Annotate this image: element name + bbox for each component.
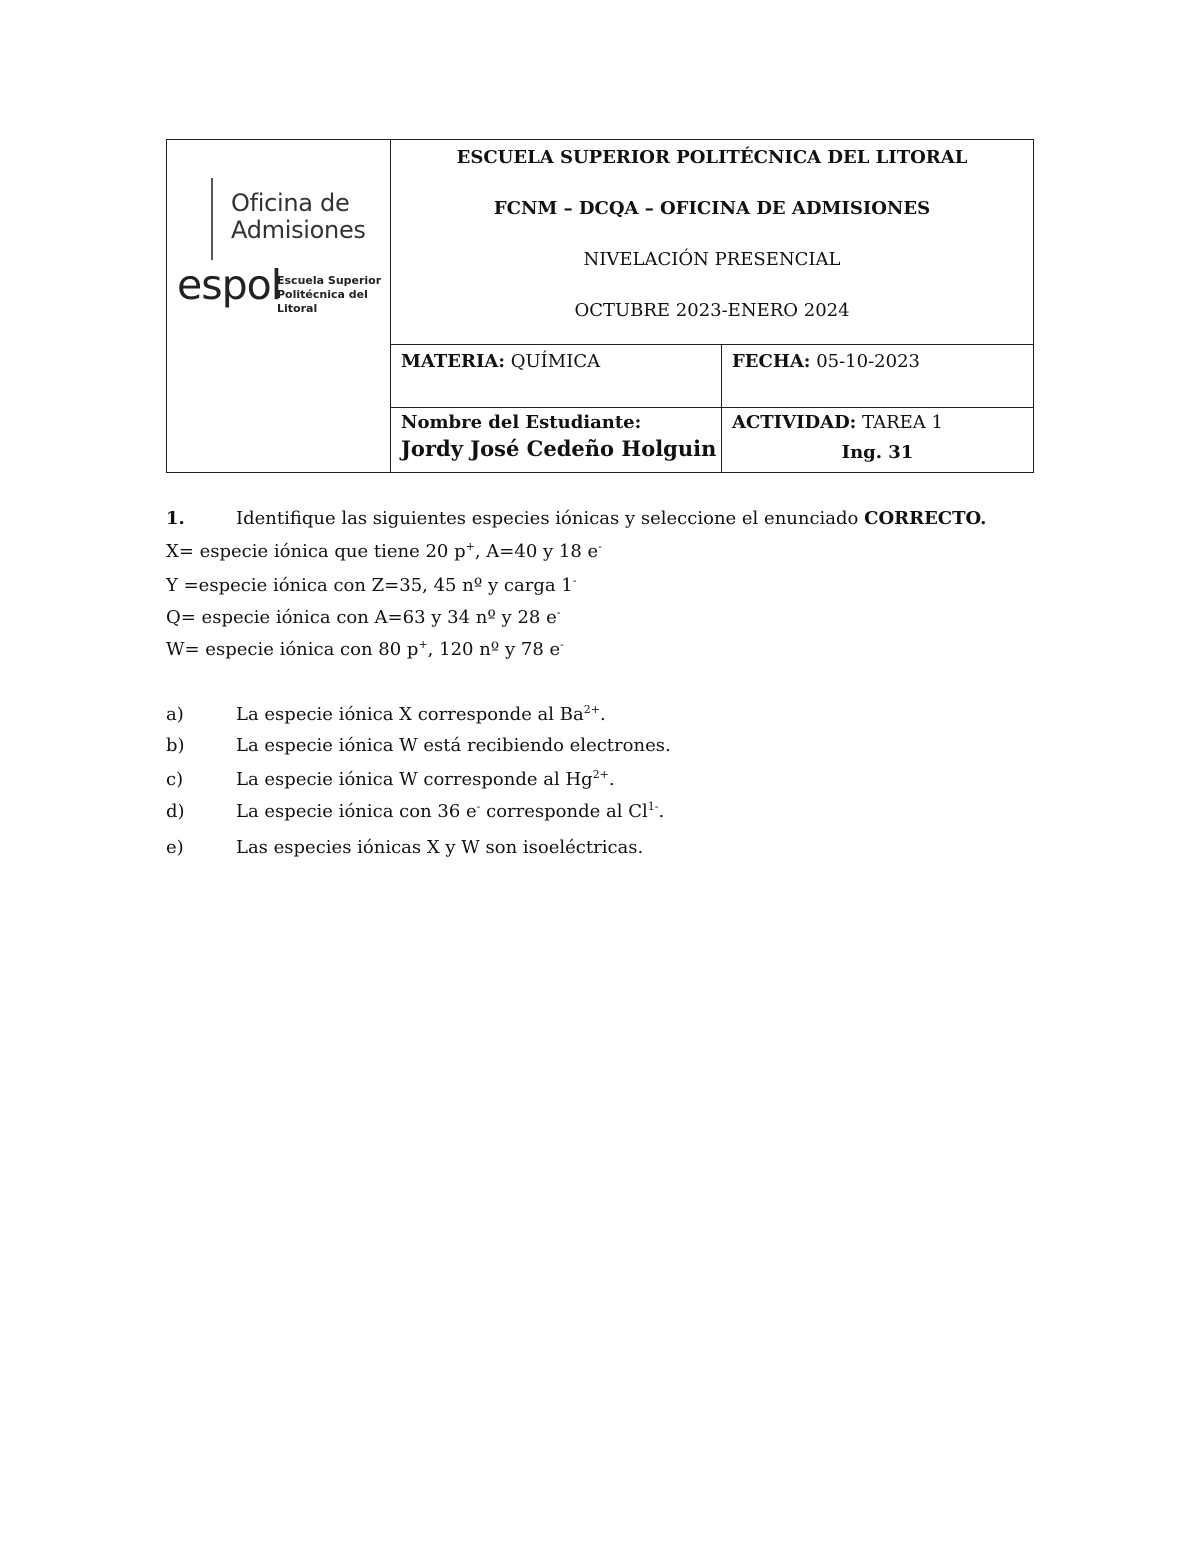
option-c-sup: 2+ [592, 768, 609, 781]
option-d-sup2: 1- [647, 800, 659, 813]
species-w-text2: , 120 nº y 78 e [427, 639, 561, 660]
logo-cell [167, 140, 391, 472]
species-x-sup2: - [598, 540, 602, 553]
office-logo-text [231, 190, 366, 244]
institution-info-cell [391, 140, 1033, 345]
group-label: Ing. 31 [841, 442, 914, 463]
office-logo-line1: Oficina de [231, 189, 350, 217]
program-name: NIVELACIÓN PRESENCIAL [583, 249, 841, 270]
subject-value: QUÍMICA [510, 351, 601, 372]
student-cell [391, 408, 722, 472]
option-b-text: La especie iónica W está recibiendo electrones. [236, 735, 671, 756]
option-a-sup: 2+ [583, 703, 600, 716]
species-w-text: W= especie iónica con 80 p [166, 639, 419, 660]
student-name: Jordy José Cedeño Holguin [401, 436, 717, 461]
option-a-text: La especie iónica X corresponde al Ba [236, 704, 584, 725]
student-label: Nombre del Estudiante: [401, 412, 642, 433]
option-c[interactable] [236, 769, 615, 791]
option-d-sup: - [476, 800, 481, 813]
espol-subtitle-line1: Escuela Superior [277, 274, 382, 287]
date-label: FECHA: [732, 351, 811, 372]
option-a-tail: . [599, 704, 606, 725]
subject-cell [391, 345, 722, 408]
date-value: 05-10-2023 [816, 351, 920, 372]
option-d-tail2: . [658, 801, 665, 822]
question-prompt [236, 508, 986, 530]
activity-label: ACTIVIDAD: [732, 412, 857, 433]
office-logo-line2: Admisiones [231, 216, 366, 244]
species-x-sup1: + [465, 540, 475, 553]
date-cell [722, 345, 1033, 408]
question-prompt-emphasis: CORRECTO. [864, 508, 987, 529]
option-a[interactable] [236, 704, 606, 726]
species-y-text: Y =especie iónica con Z=35, 45 nº y carga 1 [166, 575, 573, 596]
option-d-letter: d) [166, 801, 185, 822]
option-c-text: La especie iónica W corresponde al Hg [236, 769, 593, 790]
espol-logo: espol [177, 261, 282, 309]
species-q-sup: - [556, 606, 561, 619]
species-x-text: X= especie iónica que tiene 20 p [166, 541, 466, 562]
question-prompt-text: Identifique las siguientes especies iónicas y seleccione el enunciado [236, 508, 859, 529]
option-e-letter: e) [166, 837, 184, 858]
species-x [166, 541, 602, 563]
subject-label: MATERIA: [401, 351, 506, 372]
option-d-text: La especie iónica con 36 e [236, 801, 477, 822]
option-c-letter: c) [166, 769, 184, 790]
species-y [166, 575, 576, 597]
logo-divider [211, 178, 213, 260]
option-e-text: Las especies iónicas X y W son isoeléctricas. [236, 837, 644, 858]
header-table [166, 139, 1034, 473]
species-w-sup2: - [560, 638, 564, 651]
activity-cell [722, 408, 1033, 472]
option-d-tail: corresponde al Cl [480, 801, 648, 822]
species-y-sup: - [572, 574, 577, 587]
option-e[interactable] [236, 837, 643, 859]
species-w-sup1: + [418, 638, 428, 651]
academic-period: OCTUBRE 2023-ENERO 2024 [574, 300, 850, 321]
department-name: FCNM – DCQA – OFICINA DE ADMISIONES [493, 198, 931, 219]
species-q [166, 607, 560, 629]
institution-name: ESCUELA SUPERIOR POLITÉCNICA DEL LITORAL [456, 147, 968, 168]
activity-value: TAREA 1 [862, 412, 943, 433]
question-number: 1. [166, 508, 185, 529]
species-x-text2: , A=40 y 18 e [474, 541, 599, 562]
option-b[interactable] [236, 735, 671, 757]
espol-logo-subtitle [277, 274, 390, 316]
option-d[interactable] [236, 801, 664, 823]
species-q-text: Q= especie iónica con A=63 y 34 nº y 28 e [166, 607, 557, 628]
espol-subtitle-line2: Politécnica del Litoral [277, 288, 368, 315]
option-c-tail: . [608, 769, 615, 790]
option-a-letter: a) [166, 704, 184, 725]
option-b-letter: b) [166, 735, 185, 756]
species-w [166, 639, 564, 661]
